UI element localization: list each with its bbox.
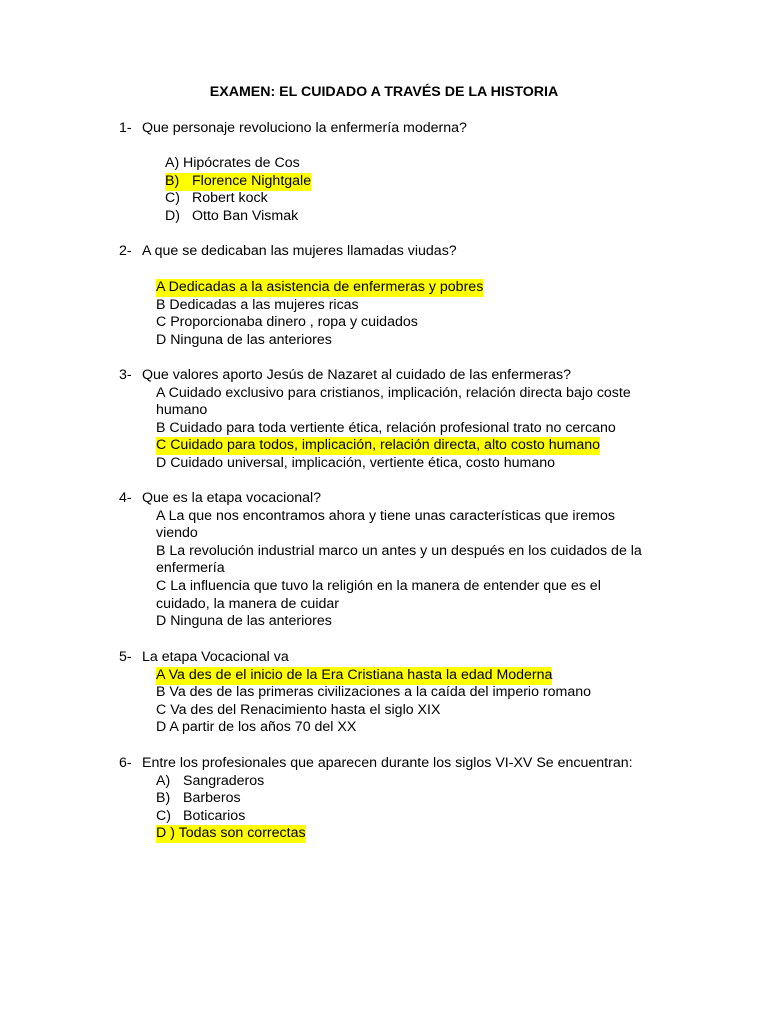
option-3b: B Cuidado para toda vertiente ética, relación profesional trato no cercano xyxy=(156,420,616,436)
option-1b-highlighted xyxy=(165,173,311,191)
option-2d: D Ninguna de las anteriores xyxy=(156,332,332,348)
question-3 xyxy=(119,367,571,385)
option-1a xyxy=(165,155,300,173)
option-2c: C Proporcionaba dinero , ropa y cuidados xyxy=(156,314,418,330)
option-text: Robert kock xyxy=(192,190,268,206)
option-letter: B) xyxy=(156,790,171,806)
option-text: Hipócrates de Cos xyxy=(183,155,300,171)
option-text: Sangraderos xyxy=(183,773,265,789)
option-text: Otto Ban Vismak xyxy=(192,208,299,224)
option-6b xyxy=(156,790,241,808)
option-letter: A) xyxy=(165,155,180,171)
question-text: Que valores aporto Jesús de Nazaret al cuidado de las enfermeras? xyxy=(142,367,572,383)
option-3a-continued: humano xyxy=(156,402,208,418)
question-text: Que personaje revoluciono la enfermería moderna? xyxy=(142,120,467,136)
option-5d: D A partir de los años 70 del XX xyxy=(156,719,357,735)
option-letter: C) xyxy=(156,808,171,824)
question-text: Que es la etapa vocacional? xyxy=(142,490,322,506)
option-letter: C) xyxy=(165,190,180,206)
question-text: La etapa Vocacional va xyxy=(142,649,289,665)
option-letter: D) xyxy=(165,208,180,224)
option-4b: B La revolución industrial marco un antes y un después en los cuidados de la xyxy=(156,543,642,559)
question-text: A que se dedicaban las mujeres llamadas viudas? xyxy=(142,243,457,259)
question-text: Entre los profesionales que aparecen durante los siglos VI-XV Se encuentran: xyxy=(142,755,633,771)
option-3c-highlighted: C Cuidado para todos, implicación, relación directa, alto costo humano xyxy=(156,437,600,453)
question-number: 1- xyxy=(119,120,132,136)
option-2a-highlighted: A Dedicadas a la asistencia de enfermeras y pobres xyxy=(156,279,484,295)
option-6c xyxy=(156,808,245,826)
option-4d: D Ninguna de las anteriores xyxy=(156,613,332,629)
question-4 xyxy=(119,490,321,508)
question-number: 4- xyxy=(119,490,132,506)
option-letter: B) xyxy=(165,173,180,189)
option-4a-continued: viendo xyxy=(156,525,198,541)
question-1 xyxy=(119,120,467,138)
option-text: Florence Nightgale xyxy=(192,173,312,189)
option-text: Barberos xyxy=(183,790,241,806)
option-1d xyxy=(165,208,298,226)
option-4c-continued: cuidado, la manera de cuidar xyxy=(156,596,339,612)
option-6d-highlighted: D ) Todas son correctas xyxy=(156,825,306,841)
option-4c: C La influencia que tuvo la religión en la manera de entender que es el xyxy=(156,578,601,594)
question-2 xyxy=(119,243,457,261)
option-4b-continued: enfermería xyxy=(156,560,225,576)
question-number: 5- xyxy=(119,649,132,665)
option-2b: B Dedicadas a las mujeres ricas xyxy=(156,297,359,313)
question-number: 2- xyxy=(119,243,132,259)
option-3a: A Cuidado exclusivo para cristianos, implicación, relación directa bajo coste xyxy=(156,385,631,401)
option-4a: A La que nos encontramos ahora y tiene unas características que iremos xyxy=(156,508,615,524)
question-5 xyxy=(119,649,289,667)
option-5b: B Va des de las primeras civilizaciones a la caída del imperio romano xyxy=(156,684,592,700)
option-text: Boticarios xyxy=(183,808,246,824)
option-5a-highlighted: A Va des de el inicio de la Era Cristiana hasta la edad Moderna xyxy=(156,667,553,683)
option-6a xyxy=(156,773,264,791)
option-letter: A) xyxy=(156,773,171,789)
question-6 xyxy=(119,755,633,773)
option-5c: C Va des del Renacimiento hasta el siglo XIX xyxy=(156,702,441,718)
question-number: 3- xyxy=(119,367,132,383)
option-1c xyxy=(165,190,268,208)
option-3d: D Cuidado universal, implicación, vertiente ética, costo humano xyxy=(156,455,556,471)
page-title: EXAMEN: EL CUIDADO A TRAVÉS DE LA HISTORIA xyxy=(209,84,559,100)
question-number: 6- xyxy=(119,755,132,771)
